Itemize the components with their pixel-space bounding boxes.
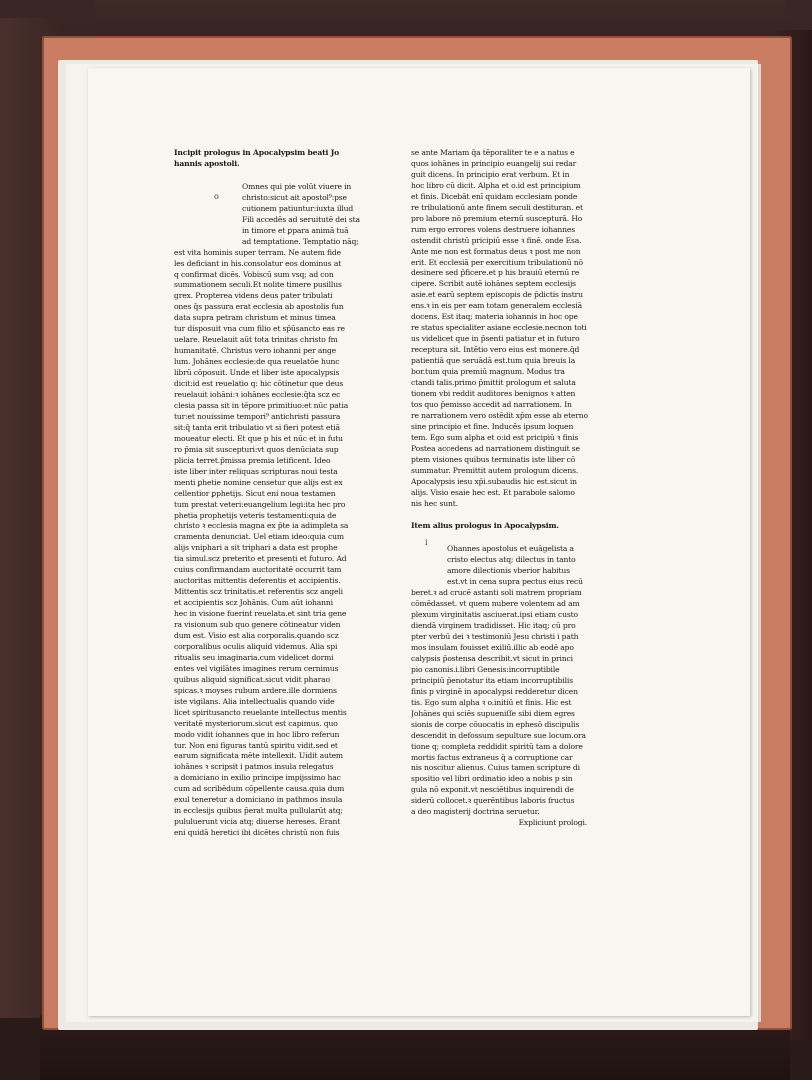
text-line: Fili accedēs ad seruitutē dei sta: [242, 214, 360, 224]
text-line: Johānes qui sciēs supueniſſe sibi diem egres: [411, 708, 575, 718]
text-line: Ante me non est formatus deus ꝛ post me non: [411, 246, 581, 256]
text-line: re narrationem vero ostēdit xp̄m esse ab eterno: [411, 410, 588, 420]
text-line: tia simul.scz preterito et presenti et futuro. Ad: [174, 554, 347, 564]
text-line: dicit:id est reuelatio q: hic cōtinetur que deus: [174, 379, 344, 389]
text-line: re status specialiter asiane ecclesie.necnon toti: [411, 323, 587, 333]
text-line: ritualis seu imaginaria.cum videlicet dormi: [174, 652, 334, 662]
text-line: calypsis p̄ostensa describit.vt sicut in princi: [411, 653, 573, 663]
text-line: finis p virginē in apocalypsi redderetur dicen: [411, 686, 578, 696]
text-line: cristo electus atq; dilectus in tanto: [447, 555, 576, 565]
text-line: desinere sed p̄ficere.et p his brauiū eternū re: [411, 268, 580, 278]
text-line: ra visionum sub quo genere cōtineatur viden: [174, 620, 341, 630]
text-line: exul teneretur a domiciano in pathmos insula: [174, 795, 343, 805]
guide-letter-right: i: [425, 538, 428, 547]
text-line: receptura sit. Intētio vero eius est monere.q̄d: [411, 345, 580, 355]
text-line: descendit in defossum sepulture sue locum.ora: [411, 730, 586, 740]
text-line: auctoritas mittentis deferentis et accipientis.: [174, 576, 341, 586]
text-line: eni quidā heretici ibi dicētes christū non fuis: [174, 828, 340, 838]
text-line: cum ad scribēdum cōpellente causa.quia dum: [174, 784, 345, 794]
text-line: grex. Propterea videns deus pater tribulati: [174, 291, 333, 301]
text-line: tur:et nouissime tempori⁹ antichristi passura: [174, 411, 341, 421]
text-line: pio canonis.i.libri Genesis:incorruptibile: [411, 664, 560, 674]
text-line: ro p̄mia sit suscepturi:vt quos denūciata sup: [174, 444, 339, 454]
text-line: corporalibus oculis aliquid videmus. Alia spi: [174, 641, 338, 651]
guide-letter-left: o: [214, 192, 219, 201]
text-line: ostendit christū pricipiū esse ꝛ finē. onde Esa.: [411, 235, 582, 245]
text-line: q confirmat dicēs. Vobiscū sum vsq; ad con: [174, 269, 334, 279]
text-line: ptem visiones quibus terminatis iste liber cō: [411, 454, 576, 464]
text-line: quos iohānes in principio euangelij sui redar: [411, 158, 577, 168]
text-line: iohānes ꝛ scripsit i patmos insula relegatus: [174, 762, 334, 772]
text-line: rum ergo errores volens destruere iohannes: [411, 224, 575, 234]
text-line: tur disposuit vna cum filio et sp̄ūsancto eas re: [174, 324, 345, 334]
text-line: tos quo p̄emisso accedit ad narrationem. In: [411, 399, 572, 409]
text-line: pululuerunt vicia atq; diuerse hereses. Erant: [174, 817, 341, 827]
text-line: amore dilectionis vberior habitus: [447, 566, 570, 576]
text-line: hec in visione fuerint reuelata.et sint tria gene: [174, 609, 347, 619]
text-line: dum est. Visio est alia corporalis.quando scz: [174, 630, 339, 640]
text-line: sionis de corpe cōuocatis in ephesō discipulis: [411, 719, 580, 729]
text-line: Mittentis scz trinitatis.et referentis scz angeli: [174, 587, 343, 597]
text-line: cramenta denunciat. Uel etiam ideo:quia cum: [174, 532, 344, 542]
text-line: siderū collocet.ꝛ querēntibus laboris fructus: [411, 796, 575, 806]
text-line: est vita hominis super terram. Ne autem fide: [174, 247, 341, 257]
text-line: alijs vniphari a sit triphari a data est prophe: [174, 543, 338, 553]
text-line: pter verbū dei ꝛ testimoniū Jesu christi i path: [411, 632, 579, 642]
text-line: gula nō exponit.vt nesciētibus inquirendi de: [411, 785, 574, 795]
text-line: iste vigilans. Alia intellectualis quando vide: [174, 696, 335, 706]
text-line: tione q; completa reddidit spiritū tam a dolore: [411, 741, 583, 751]
case-top-flap: [95, 0, 785, 41]
text-line: mortis factus extraneus q̄ a corruptione car: [411, 752, 573, 762]
text-line: cōmēdasset. vt quem nubere volentem ad am: [411, 599, 580, 609]
text-line: christo:sicut ait apostol⁹:pse: [242, 192, 347, 202]
text-line: nis hec sunt.: [411, 498, 458, 508]
text-line: ones q̄s passura erat ecclesia ab apostolis fun: [174, 302, 344, 312]
text-line: ad temptatione. Temptatio nāq;: [242, 236, 359, 246]
heading-line: Item alius prologus in Apocalypsim.: [411, 521, 559, 531]
text-line: asie.et earū septem episcopis de p̄dictis instru: [411, 290, 583, 300]
text-line: iste liber inter reliquas scripturas noui testa: [174, 466, 338, 476]
text-line: uelare. Reuelauit aūt tota trinitas christo fm: [174, 335, 338, 345]
text-line: quibus aliquid significat.sicut vidit pharao: [174, 674, 330, 684]
left-text-column: [174, 148, 384, 839]
heading-line: Incipit prologus in Apocalypsim beati Jo: [174, 148, 340, 157]
line-spacer: [174, 170, 384, 182]
text-line: plicia terret.p̄missa premia letificent. Ideo: [174, 455, 331, 465]
text-line: cutionem patiuntur:iuxta illud: [242, 203, 354, 213]
text-line: tionem vbi reddit auditores benignos ꝛ atten: [411, 388, 576, 398]
text-line: in ecclesijs quibus p̄erat multa pullularūt atq;: [174, 806, 343, 816]
text-line: diendā virginem tradidisset. Hic itaq; cū pro: [411, 621, 576, 631]
text-line: reuelauit iohāni:ꝛ iohānes ecclesie:q̄ta scz ec: [174, 390, 341, 400]
text-line: tur. Non eni figuras tantū spiritu vidit.sed et: [174, 740, 338, 750]
text-line: erit. Et ecclesiā per exercitium tribulationū nō: [411, 257, 583, 267]
text-line: mos insulam fouisset exiliū.illic ab eodē apo: [411, 642, 574, 652]
text-line: cipere. Scribit autē iohānes septem ecclesijs: [411, 279, 576, 289]
text-line: ctandi talis.primo p̄mittit prologum et saluta: [411, 378, 576, 388]
text-line: Apocalypsis iesu xp̄i.subaudis hic est.sicut in: [411, 476, 577, 486]
text-line: humanitatē. Christus vero iohanni per ange: [174, 346, 337, 356]
text-line: re tribulationū ante finem seculi destituran. et: [411, 202, 583, 212]
text-line: summatur. Premittit autem prologum dicens.: [411, 465, 579, 475]
text-line: tis. Ego sum alpha ꝛ o.initiū et finis. Hic est: [411, 697, 572, 707]
text-line: hoc libro cū dicit. Alpha et o.id est principium: [411, 180, 581, 190]
text-line: beret.ꝛ ad crucē astanti soli matrem propriam: [411, 588, 582, 598]
text-line: et accipientis scz Johānis. Cum aūt iohanni: [174, 598, 333, 608]
text-line: Expliciunt prologi.: [518, 818, 587, 828]
text-line: menti ꝑhetie nomine censetur que alijs est ex: [174, 477, 343, 487]
line-spacer: [411, 532, 627, 544]
line-spacer: [411, 509, 627, 521]
text-line: et finis. Dicebāt enī quidam ecclesiam ponde: [411, 191, 578, 201]
text-line: summationem seculi.Et nolite timere pusillus: [174, 280, 342, 290]
text-line: licet spiritusancto reuelante intellectus mentis: [174, 707, 347, 717]
text-line: sine principio et fine. Inducēs ipsum loquen: [411, 421, 574, 431]
text-line: moueatur electi. Et que p his et nūc et in futu: [174, 433, 343, 443]
text-line: bor.tum quia premiū magnum. Modus tra: [411, 367, 565, 377]
text-line: spositio vel libri ordinatio ideo a nobis p sin: [411, 774, 573, 784]
text-line: us videlicet que in p̄senti patiatur et in futuro: [411, 334, 580, 344]
text-line: les deficiant in his.consolatur eos dominus at: [174, 258, 342, 268]
text-line: patientiā que seruādā est.tum quia breuis la: [411, 356, 576, 366]
text-line: spicas.ꝛ moyses rubum ardere.ille dormiens: [174, 685, 337, 695]
text-line: Postea accedens ad narrationem distinguit se: [411, 443, 580, 453]
text-line: sit:q̄ tanta erit tribulatio vt si fieri potest etiā: [174, 422, 340, 432]
text-line: clesia passa sit in tēpore primitiuo:et nūc patia: [174, 400, 349, 410]
text-line: entes vel vigilātes imagines rerum cernimus: [174, 663, 339, 673]
text-line: a deo magisterij doctrina seruetur.: [411, 807, 540, 817]
text-line: christo ꝛ ecclesia magna ex p̄te ia adimpleta sa: [174, 521, 349, 531]
text-line: cellentior ꝑphetijs. Sicut eni noua testamen: [174, 488, 336, 498]
text-line: se ante Mariam q̄a tēporaliter te e a natus e: [411, 148, 575, 157]
text-line: a domiciano in exilio principe impijssimo hac: [174, 773, 341, 783]
facsimile-page: [88, 68, 750, 1016]
text-line: modo vidit iohannes que in hoc libro referun: [174, 729, 340, 739]
text-line: Ohannes apostolus et euāgelista a: [447, 544, 574, 554]
text-line: tum prestat veteri:euangelium legi:ita hec pro: [174, 499, 346, 509]
text-line: principiū p̄enotatur ita etiam incorruptibilis: [411, 675, 573, 685]
text-line: pro labore nō premium eternū suscepturā. Ho: [411, 213, 583, 223]
text-line: Omnes qui pie volūt viuere in: [242, 181, 352, 191]
text-line: plexum virginitatis asciuerat.ipsi etiam custo: [411, 610, 578, 620]
text-line: ens.ꝛ in eis per eam totam generalem ecclesiā: [411, 301, 582, 311]
text-line: librū cōposuit. Unde et liber iste apocalypsis: [174, 368, 340, 378]
text-line: nis noscitur alienus. Cuius tamen scripture di: [411, 763, 580, 773]
text-line: cuius confirmandam auctoritatē occurrit tam: [174, 565, 342, 575]
heading-line: hannis apostoli.: [174, 158, 240, 168]
text-line: tem. Ego sum alpha et o:id est pricipiū ꝛ finis: [411, 432, 579, 442]
text-line: est.vt in cena supra pectus eius recū: [447, 577, 583, 587]
text-line: in timore et ꝑpara animā tuā: [242, 225, 349, 235]
right-text-column: [411, 148, 627, 829]
text-line: phetia prophetijs veteris testamenti:quia de: [174, 510, 337, 520]
text-line: data supra petram christum et minus timea: [174, 313, 336, 323]
text-line: alijs. Visio esaie hec est. Et parabole salomo: [411, 487, 575, 497]
text-line: veritatē mysteriorum.sicut est capimus. quo: [174, 718, 338, 728]
text-line: docens. Est itaq; materia iohannis in hoc ope: [411, 312, 578, 322]
text-line: earum significata mēte intellexit. Uidit autem: [174, 751, 343, 761]
text-line: guit dicens. In principio erat verbum. Et in: [411, 169, 570, 179]
text-line: lum. Johānes ecclesie:de qua reuelatōe hunc: [174, 357, 340, 367]
